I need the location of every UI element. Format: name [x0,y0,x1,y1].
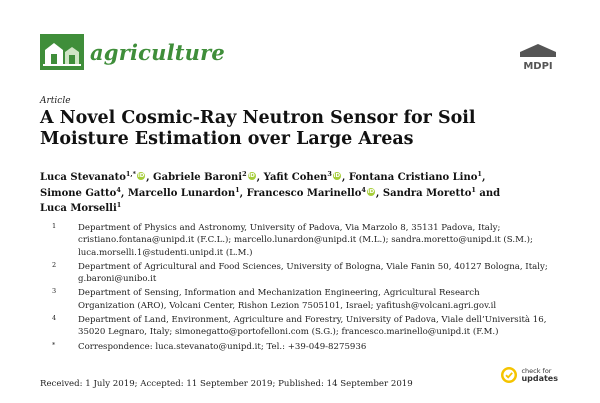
author-name[interactable]: Luca Morselli [40,203,117,214]
author-separator: , [375,187,383,199]
affiliation-item [52,314,562,339]
author-name[interactable]: Fontana Cristiano Lino [348,172,478,183]
correspondence-item [52,341,562,353]
author-affil-sup: 3 [327,170,332,178]
author-name[interactable]: Gabriele Baroni [153,172,243,183]
affiliation-line[interactable]: 35020 Legnaro, Italy; simonegatto@portofelloni.com (S.G.); francesco.marinello@unipd.it (F.M.) [78,327,499,338]
mdpi-logo-icon[interactable] [516,42,560,74]
orcid-icon[interactable]: iD [333,173,341,179]
article-type: Article [40,96,71,106]
publication-dates: Received: 1 July 2019; Accepted: 11 September 2019; Published: 14 September 2019 [40,379,413,389]
affiliation-item [52,222,562,259]
affiliation-line[interactable]: g.baroni@unibo.it [78,274,157,285]
author-affil-sup: 2 [242,170,247,178]
orcid-icon[interactable]: iD [137,173,145,179]
affiliation-number: 4 [52,314,57,323]
author-separator: , [481,172,486,183]
check-for-updates-button[interactable] [500,366,558,384]
journal-name: agriculture [90,39,225,65]
affiliation-number: 3 [52,287,57,296]
author-name[interactable]: Simone Gatto [40,187,117,199]
author-affil-sup: 1 [471,185,476,194]
affiliation-number: 2 [52,260,57,269]
check-updates-icon [500,366,518,384]
affiliation-item [52,287,562,312]
correspondence-line[interactable]: Correspondence: luca.stevanato@unipd.it; Tel.: +39-049-8275936 [78,341,367,352]
journal-brand[interactable] [40,34,225,70]
affiliation-line[interactable]: Organization (ARO), Volcani Center, Rishon Lezion 7505101, Israel; yafitush@volcani.agri.gov.il [78,300,497,311]
author-name[interactable]: Sandra Moretto [382,187,472,199]
publisher-name: MDPI [523,61,553,72]
author-line [40,201,560,217]
author-affil-sup: 1 [477,170,482,178]
author-separator: , [341,172,349,183]
author-affil-sup: 1 [235,185,240,194]
affiliation-number: 1 [52,222,57,230]
affiliation-line: Department of Physics and Astronomy, University of Padova, Via Marzolo 8, 35131 Padova, Italy; [78,223,501,233]
affiliation-item [52,261,562,286]
author-separator: and [475,187,501,199]
author-separator: , [120,187,128,199]
author-line [40,170,560,186]
author-name[interactable]: Francesco Marinello [246,187,362,199]
affiliation-line[interactable]: luca.morselli.1@studenti.unipd.it (L.M.) [78,247,253,258]
affiliation-line: Department of Sensing, Information and Mechanization Engineering, Agricultural Research [78,288,480,299]
title-line: A Novel Cosmic-Ray Neutron Sensor for Soil [40,108,476,128]
author-name[interactable]: Luca Stevanato [40,172,126,183]
author-name[interactable]: Marcello Lunardon [127,187,236,199]
affiliation-line: Department of Agricultural and Food Sciences, University of Bologna, Viale Fanin 50, 40127 Bologna, Italy; [78,261,548,272]
title-line: Moisture Estimation over Large Areas [40,128,414,149]
author-name[interactable]: Yafit Cohen [263,172,328,183]
author-affil-sup: 4 [116,185,121,194]
check-updates-line2: updates [521,374,558,383]
author-line [40,186,560,202]
author-affil-sup: 1,* [125,170,137,178]
check-updates-line1: check for [521,366,552,375]
affiliation-number: * [52,340,56,349]
author-separator: , [146,172,154,183]
affiliation-line[interactable]: cristiano.fontana@unipd.it (F.C.L.); marcello.lunardon@unipd.it (M.L.); sandra.moretto@unipd.it (S.M.); [78,235,533,246]
check-updates-label [521,368,558,383]
orcid-icon[interactable]: iD [248,173,255,179]
author-list [40,170,560,217]
orcid-icon[interactable]: iD [367,188,375,195]
author-affil-sup: 1 [116,201,122,209]
affiliations [52,222,562,355]
affiliation-line: Department of Land, Environment, Agriculture and Forestry, University of Padova, Viale dell’Università 16, [78,315,547,326]
author-separator: , [239,187,247,199]
author-affil-sup: 4 [361,185,366,194]
author-separator: , [256,172,264,183]
journal-logo-icon [40,34,84,70]
paper-title [40,108,540,149]
